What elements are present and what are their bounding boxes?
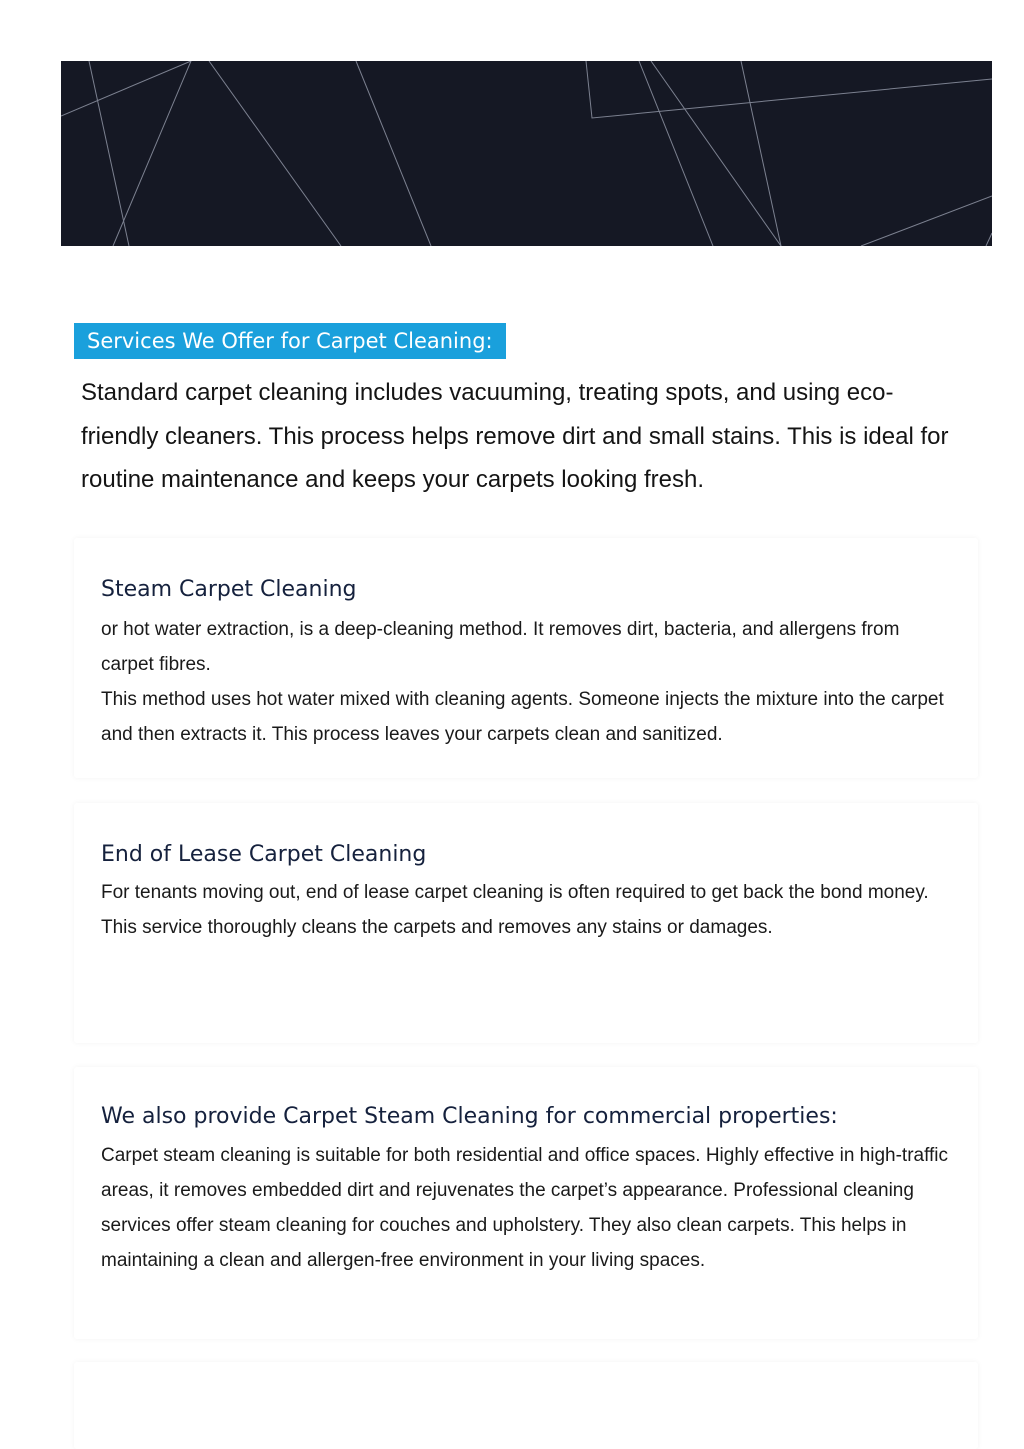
service-card-body [101,875,951,945]
service-card-body [101,1138,951,1278]
intro-paragraph: Standard carpet cleaning includes vacuuming, treating spots, and using eco-friendly cleaners. This process helps remove dirt and small stains. This is ideal for routine maintenance and keeps your carpets looking fresh. [81,379,949,493]
service-card-end-of-lease [74,803,978,1043]
service-card-title: Steam Carpet Cleaning [101,577,357,602]
section-heading-tag: Services We Offer for Carpet Cleaning: [74,323,506,359]
service-card-paragraph: For tenants moving out, end of lease carpet cleaning is often required to get back the bond money. This service thoroughly cleans the carpets and removes any stains or damages. [101,882,929,938]
service-card-paragraph: or hot water extraction, is a deep-cleaning method. It removes dirt, bacteria, and allergens from carpet fibres. [101,619,900,675]
geometric-line-pattern [61,61,992,246]
service-card-title: End of Lease Carpet Cleaning [101,842,427,867]
hero-banner [61,61,992,246]
service-card-paragraph: Carpet steam cleaning is suitable for both residential and office spaces. Highly effective in high-traffic areas, it removes embedded dirt and rejuvenates the carpet’s appearance. Professional cleaning services offer steam cleaning for couches and upholstery. They also clean carpets. This helps in maintaining a clean and allergen-free environment in your living spaces. [101,1145,949,1271]
service-card-body [101,612,951,752]
service-card-paragraph: This method uses hot water mixed with cleaning agents. Someone injects the mixture into the carpet and then extracts it. This process leaves your carpets clean and sanitized. [101,689,944,745]
service-card-empty [74,1362,978,1449]
service-card-commercial [74,1067,978,1339]
service-card-title: We also provide Carpet Steam Cleaning for commercial properties: [101,1104,838,1129]
service-card-steam [74,538,978,778]
